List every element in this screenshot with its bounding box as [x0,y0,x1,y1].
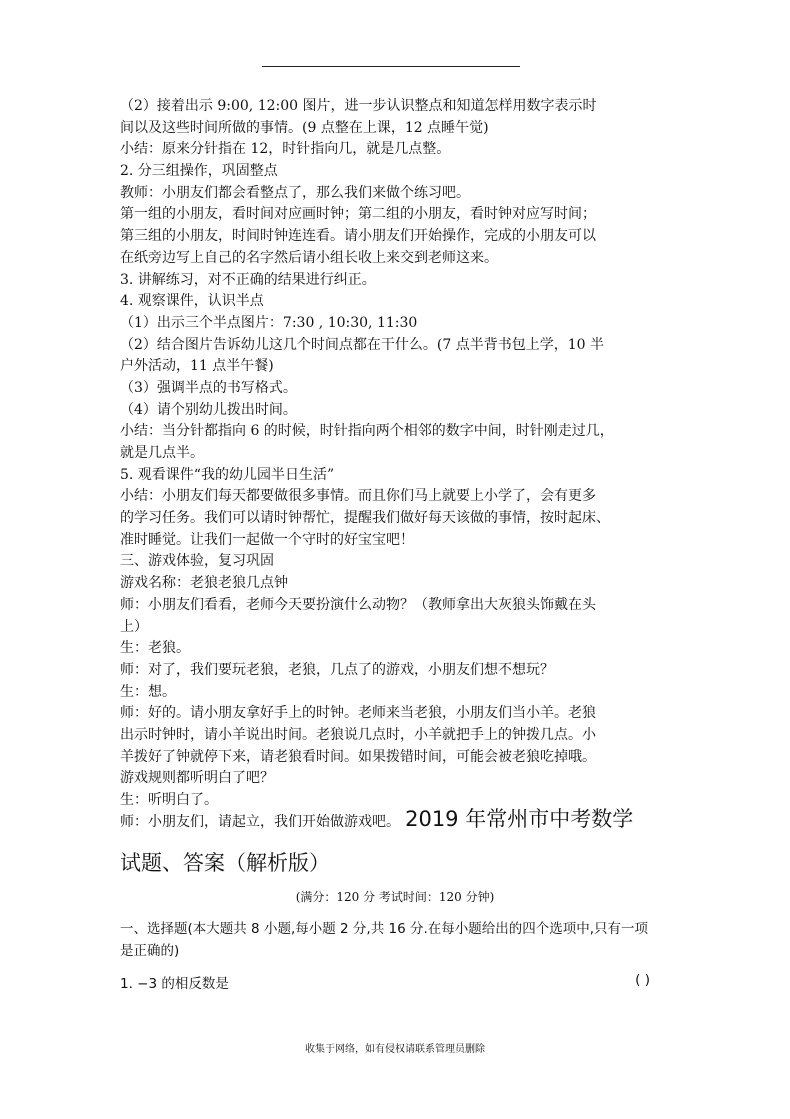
text-line: （4）请个别幼儿拨出时间。 [120,401,297,418]
question-1 [120,972,650,992]
text-line: 游戏名称：老狼老狼几点钟 [120,575,288,592]
text-line: （3）强调半点的书写格式。 [120,379,297,396]
closing-sentence: 师：小朋友们，请起立，我们开始做游戏吧。 [120,814,400,830]
section-heading [120,918,690,962]
exam-title-line-1 [120,797,690,841]
text-line: 就是几点半。 [120,445,204,461]
exam-subtitle: (满分：120 分 考试时间：120 分钟) [295,890,495,904]
text-line: 生：听明白了。 [120,792,218,808]
text-line: 户外活动，11 点半午餐) [120,358,274,375]
text-line: 间以及这些时间所做的事情。(9 点整在上课，12 点睡午觉) [120,119,489,136]
section-heading-line-2: 是正确的) [120,943,180,959]
text-line: 准时睡觉。让我们一起做一个守时的好宝宝吧！ [120,531,414,548]
text-line: 羊拨好了钟就停下来，请老狼看时间。如果拨错时间，可能会被老狼吃掉哦。 [120,748,596,765]
exam-title-part-2: 试题、答案（解析版） [120,851,330,875]
question-1-text: 1. −3 的相反数是 [120,976,229,992]
text-line: 5. 观看课件“我的幼儿园半日生活” [120,466,335,483]
exam-title-line-2 [120,841,690,885]
text-line: 师：好的。请小朋友拿好手上的时钟。老师来当老狼，小朋友们当小羊。老狼 [120,705,596,722]
text-line: 生：想。 [120,683,176,700]
page-footer: 收集于网络，如有侵权请联系管理员删除 [305,1044,485,1055]
text-line: 第一组的小朋友，看时间对应画时钟；第二组的小朋友，看时钟对应写时间； [120,206,596,223]
text-line: （1）出示三个半点图片：7:30 , 10:30, 11:30 [120,314,418,331]
text-line: 的学习任务。我们可以请时钟帮忙，提醒我们做好每天该做的事情，按时起床、 [120,510,610,527]
text-line: 第三组的小朋友，时间时钟连连看。请小朋友们开始操作，完成的小朋友可以 [120,228,596,245]
header-rule [262,66,520,67]
text-line: 小结：小朋友们每天都要做很多事情。而且你们马上就要上小学了，会有更多 [120,488,596,505]
text-line: 师：小朋友们看看，老师今天要扮演什么动物？（教师拿出大灰狼头饰戴在头 [120,596,596,613]
text-line: 生：老狼。 [120,640,190,657]
answer-blank: ( ) [635,972,650,988]
text-line: 在纸旁边写上自己的名字然后请小组长收上来交到老师这来。 [120,249,498,266]
text-line: （2）接着出示 9:00, 12:00 图片，进一步认识整点和知道怎样用数字表示时 [120,98,597,114]
text-line: 教师：小朋友们都会看整点了，那么我们来做个练习吧。 [120,184,470,201]
text-line: 3. 讲解练习，对不正确的结果进行纠正。 [120,271,376,288]
text-line: 小结：原来分针指在 12，时针指向几，就是几点整。 [120,141,451,158]
text-line: 三、游戏体验，复习巩固 [120,553,274,570]
text-line: 2. 分三组操作，巩固整点 [120,163,278,180]
text-line: 4. 观察课件，认识半点 [120,293,264,310]
text-line: 小结：当分针都指向 6 的时候，时针指向两个相邻的数字中间，时针刚走过几， [120,423,614,440]
text-line: （2）结合图片告诉幼儿这几个时间点都在干什么。(7 点半背书包上学，10 半 [120,336,604,353]
text-line: 游戏规则都听明白了吧？ [120,770,274,787]
exam-title-part-1: 2019 年常州市中考数学 [405,807,634,831]
text-line: 出示时钟时，请小羊说出时间。老狼说几点时，小羊就把手上的钟拨几点。小 [120,726,596,743]
exam-title-block [120,797,690,885]
text-line: 上） [120,618,148,635]
text-line: 师：对了，我们要玩老狼，老狼，几点了的游戏，小朋友们想不想玩？ [120,661,554,678]
section-heading-line-1: 一、选择题(本大题共 8 小题,每小题 2 分,共 16 分.在每小题给出的四个选项中,只有一项 [120,921,649,937]
lesson-body [120,96,680,812]
